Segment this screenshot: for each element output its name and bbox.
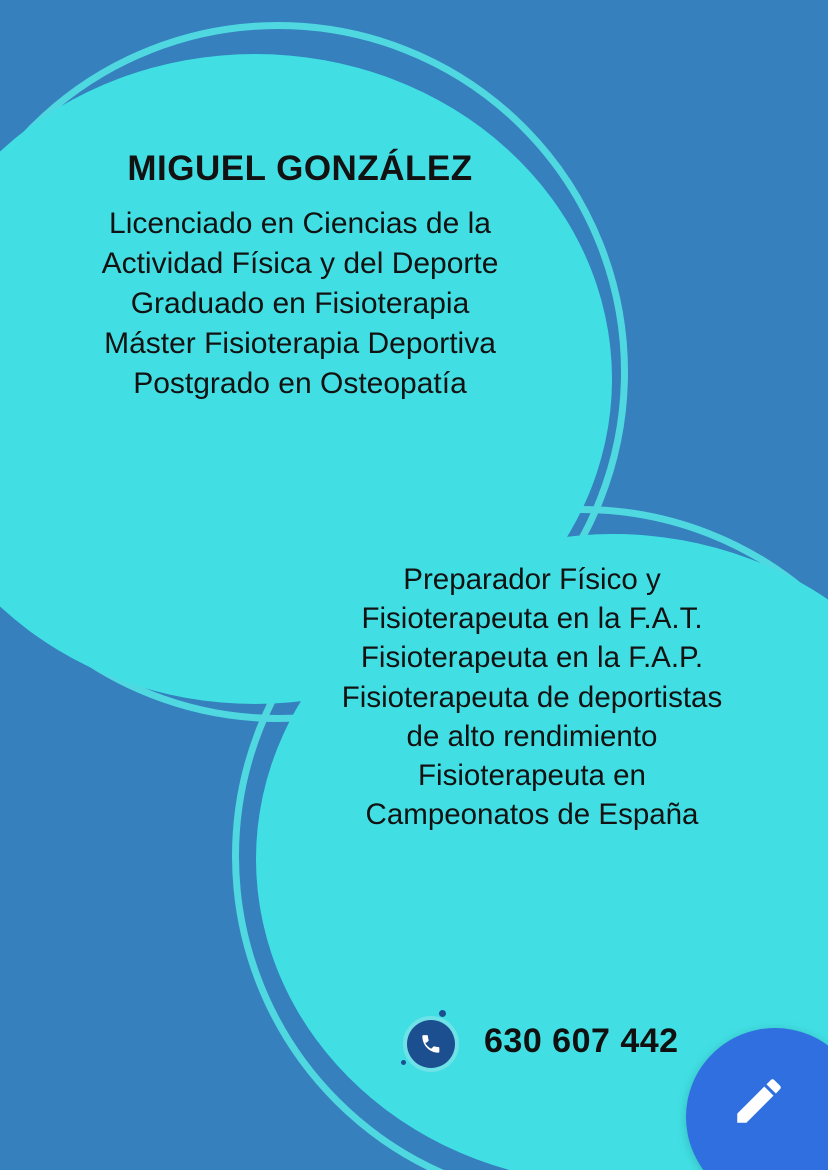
experience-line: Fisioterapeuta de deportistas (341, 680, 723, 714)
experience-line: Campeonatos de España (365, 798, 699, 832)
credential-line: Graduado en Fisioterapia (130, 286, 470, 320)
credentials-block (18, 148, 582, 403)
credential-line: Licenciado en Ciencias de la (109, 207, 491, 240)
credential-line: Postgrado en Osteopatía (133, 366, 467, 400)
credential-line: Actividad Física y del Deporte (101, 246, 499, 280)
experience-line: Fisioterapeuta en (418, 759, 646, 793)
phone-number[interactable]: 630 607 442 (484, 1021, 679, 1060)
phone-call-icon (400, 1010, 462, 1072)
experience-line: Fisioterapeuta en la F.A.P. (360, 641, 704, 675)
experience-block (252, 560, 812, 835)
experience-line: Preparador Físico y (403, 563, 661, 596)
experience-line: Fisioterapeuta en la F.A.T. (361, 602, 703, 636)
experience-line: de alto rendimiento (406, 719, 658, 753)
person-name: MIGUEL GONZÁLEZ (127, 149, 473, 188)
credential-line: Máster Fisioterapia Deportiva (104, 326, 496, 360)
pencil-compose-icon (730, 1072, 788, 1135)
